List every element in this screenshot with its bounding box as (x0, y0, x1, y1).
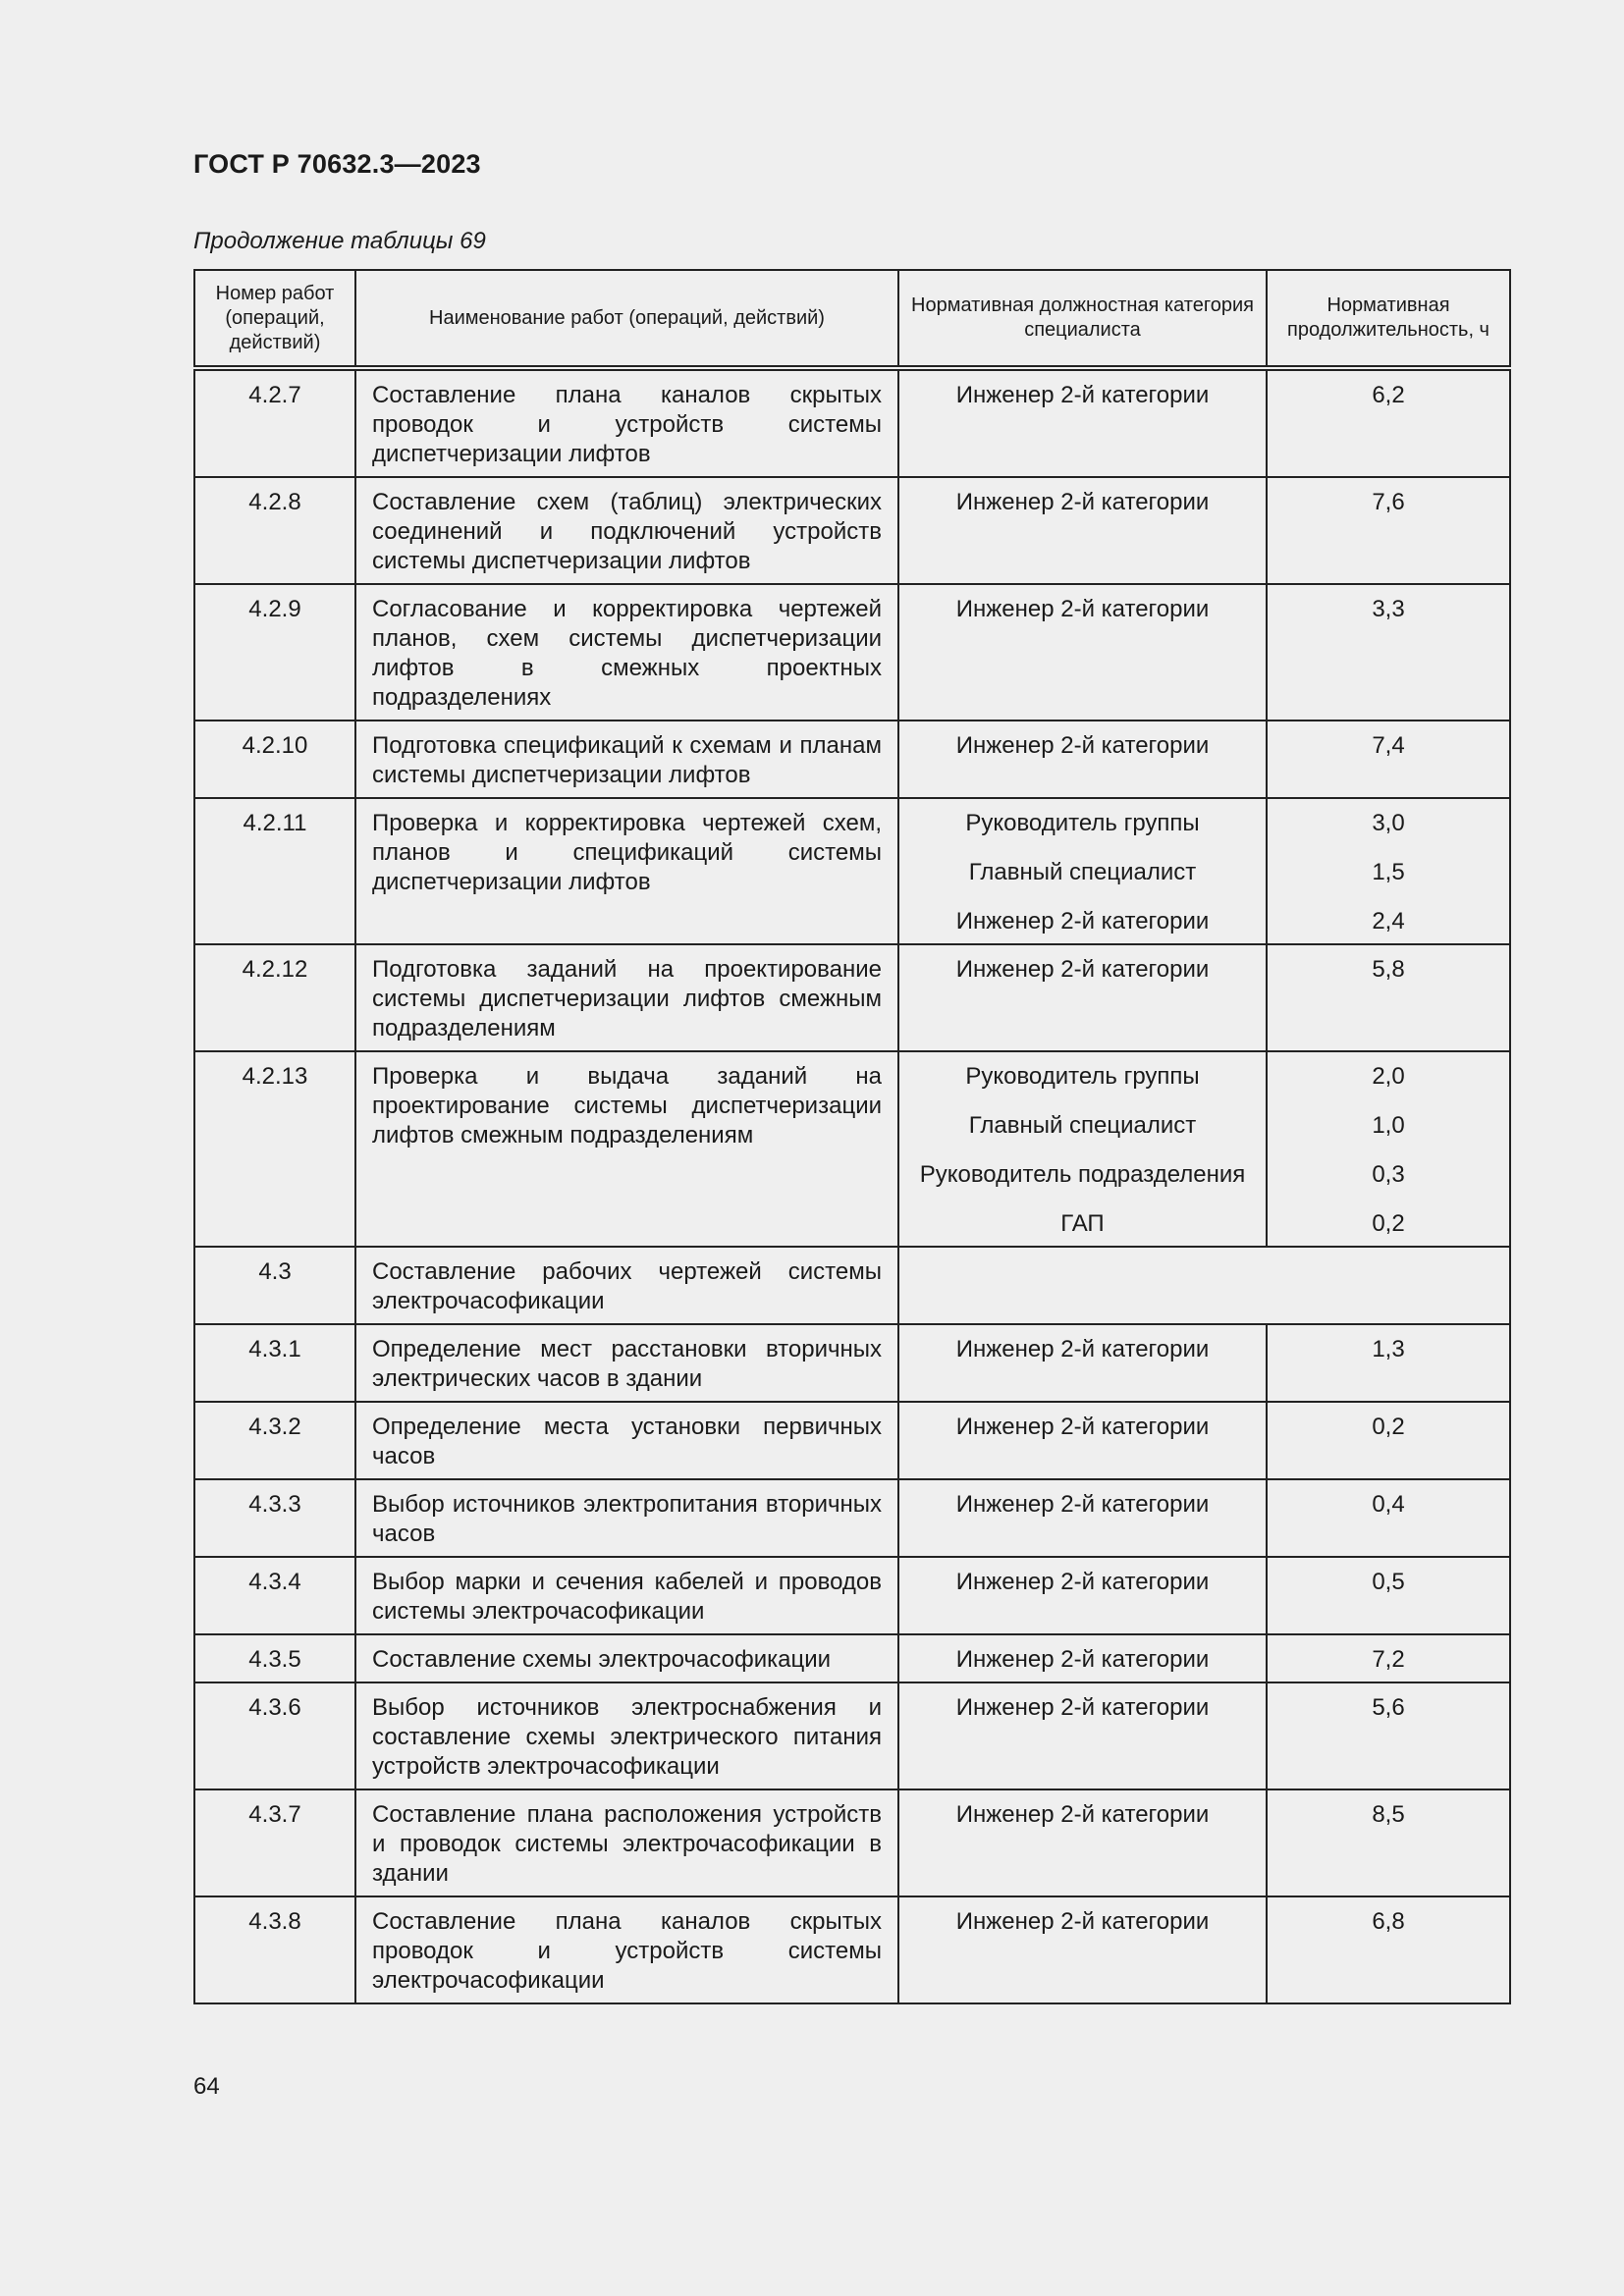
table-row (194, 477, 1510, 584)
table-row (194, 1682, 1510, 1789)
cell-category (898, 584, 1267, 721)
category-line: Инженер 2-й категории (955, 1694, 1210, 1721)
duration-line: 6,2 (1372, 382, 1405, 408)
cell-duration (1267, 1896, 1510, 2003)
duration-line: 8,5 (1372, 1801, 1405, 1828)
document-header: ГОСТ Р 70632.3—2023 (193, 149, 481, 179)
cell-work-name: Подготовка спецификаций к схемам и планам системы диспетчеризации лифтов (355, 721, 898, 798)
duration-line: 7,6 (1372, 489, 1405, 515)
duration-line: 5,6 (1372, 1694, 1405, 1721)
norms-table (193, 269, 1511, 2004)
table-row (194, 1324, 1510, 1402)
cell-number: 4.3.2 (194, 1402, 355, 1479)
duration-line: 1,0 (1372, 1112, 1405, 1139)
category-line: Инженер 2-й категории (955, 1491, 1210, 1518)
table-row (194, 368, 1510, 477)
category-line: Инженер 2-й категории (955, 382, 1210, 408)
cell-duration (1267, 584, 1510, 721)
cell-category (898, 1896, 1267, 2003)
column-header-number: Номер работ (операций, действий) (194, 270, 355, 368)
cell-category (898, 721, 1267, 798)
table-header-row (194, 270, 1510, 368)
cell-category (898, 798, 1267, 944)
category-line: Руководитель группы (965, 810, 1200, 836)
table-row (194, 798, 1510, 944)
category-line: ГАП (1060, 1210, 1105, 1237)
table-section-row (194, 1247, 1510, 1324)
cell-number: 4.2.9 (194, 584, 355, 721)
table-row (194, 1051, 1510, 1247)
duration-line: 0,3 (1372, 1161, 1405, 1188)
cell-category (898, 1789, 1267, 1896)
duration-line: 0,2 (1372, 1414, 1405, 1440)
cell-category (898, 1402, 1267, 1479)
table-row (194, 1402, 1510, 1479)
category-line: Инженер 2-й категории (955, 1646, 1210, 1673)
cell-work-name: Составление плана расположения устройств и проводок системы электрочасофикации в здании (355, 1789, 898, 1896)
cell-number: 4.3.3 (194, 1479, 355, 1557)
cell-work-name: Составление схем (таблиц) электрических соединений и подключений устройств системы диспетчеризации лифтов (355, 477, 898, 584)
category-line: Инженер 2-й категории (955, 489, 1210, 515)
cell-number: 4.3.8 (194, 1896, 355, 2003)
cell-number: 4.3.5 (194, 1634, 355, 1682)
cell-duration (1267, 1324, 1510, 1402)
cell-category (898, 1051, 1267, 1247)
duration-line: 1,5 (1372, 859, 1405, 885)
cell-work-name: Составление плана каналов скрытых проводок и устройств системы электрочасофикации (355, 1896, 898, 2003)
table-row (194, 1479, 1510, 1557)
page-number: 64 (193, 2073, 220, 2100)
category-line: Инженер 2-й категории (955, 732, 1210, 759)
cell-number: 4.3.4 (194, 1557, 355, 1634)
cell-work-name: Составление схемы электрочасофикации (355, 1634, 898, 1682)
cell-work-name: Определение мест расстановки вторичных электрических часов в здании (355, 1324, 898, 1402)
duration-line: 3,3 (1372, 596, 1405, 622)
cell-category (898, 944, 1267, 1051)
table-row (194, 584, 1510, 721)
cell-category (898, 1324, 1267, 1402)
duration-line: 0,4 (1372, 1491, 1405, 1518)
category-line: Инженер 2-й категории (955, 1569, 1210, 1595)
cell-duration (1267, 1557, 1510, 1634)
category-line: Инженер 2-й категории (955, 908, 1210, 934)
cell-duration (1267, 1634, 1510, 1682)
column-header-name: Наименование работ (операций, действий) (355, 270, 898, 368)
table-row (194, 1634, 1510, 1682)
cell-empty (898, 1247, 1510, 1324)
cell-work-name: Составление плана каналов скрытых проводок и устройств системы диспетчеризации лифтов (355, 368, 898, 477)
cell-number: 4.3 (194, 1247, 355, 1324)
category-line: Главный специалист (968, 1112, 1197, 1139)
duration-line: 6,8 (1372, 1908, 1405, 1935)
cell-category (898, 1557, 1267, 1634)
duration-line: 3,0 (1372, 810, 1405, 836)
column-header-category: Нормативная должностная категория специалиста (898, 270, 1267, 368)
cell-category (898, 477, 1267, 584)
cell-number: 4.2.13 (194, 1051, 355, 1247)
cell-work-name: Выбор марки и сечения кабелей и проводов системы электрочасофикации (355, 1557, 898, 1634)
cell-work-name: Определение места установки первичных часов (355, 1402, 898, 1479)
category-line: Инженер 2-й категории (955, 1908, 1210, 1935)
cell-duration (1267, 944, 1510, 1051)
category-line: Инженер 2-й категории (955, 1801, 1210, 1828)
table-row (194, 1789, 1510, 1896)
category-line: Инженер 2-й категории (955, 1336, 1210, 1362)
cell-work-name: Выбор источников электроснабжения и составление схемы электрического питания устройств электрочасофикации (355, 1682, 898, 1789)
table-row (194, 1896, 1510, 2003)
table-caption: Продолжение таблицы 69 (193, 228, 486, 254)
cell-work-name: Проверка и корректировка чертежей схем, планов и спецификаций системы диспетчеризации лифтов (355, 798, 898, 944)
table-row (194, 944, 1510, 1051)
cell-number: 4.2.10 (194, 721, 355, 798)
cell-category (898, 1634, 1267, 1682)
category-line: Руководитель группы (965, 1063, 1200, 1090)
duration-line: 5,8 (1372, 956, 1405, 983)
cell-work-name: Составление рабочих чертежей системы электрочасофикации (355, 1247, 898, 1324)
category-line: Инженер 2-й категории (955, 596, 1210, 622)
cell-number: 4.2.11 (194, 798, 355, 944)
category-line: Руководитель подразделения (919, 1161, 1246, 1188)
cell-duration (1267, 1682, 1510, 1789)
cell-number: 4.2.8 (194, 477, 355, 584)
cell-duration (1267, 477, 1510, 584)
cell-category (898, 1682, 1267, 1789)
cell-work-name: Согласование и корректировка чертежей планов, схем системы диспетчеризации лифтов в смежных проектных подразделениях (355, 584, 898, 721)
cell-duration (1267, 1051, 1510, 1247)
cell-duration (1267, 721, 1510, 798)
cell-category (898, 368, 1267, 477)
duration-line: 1,3 (1372, 1336, 1405, 1362)
cell-duration (1267, 1479, 1510, 1557)
cell-number: 4.2.12 (194, 944, 355, 1051)
cell-duration (1267, 1789, 1510, 1896)
duration-line: 7,2 (1372, 1646, 1405, 1673)
cell-work-name: Подготовка заданий на проектирование системы диспетчеризации лифтов смежным подразделениям (355, 944, 898, 1051)
cell-work-name: Проверка и выдача заданий на проектирование системы диспетчеризации лифтов смежным подразделениям (355, 1051, 898, 1247)
table-row (194, 1557, 1510, 1634)
cell-work-name: Выбор источников электропитания вторичных часов (355, 1479, 898, 1557)
category-line: Инженер 2-й категории (955, 956, 1210, 983)
cell-duration (1267, 368, 1510, 477)
category-line: Инженер 2-й категории (955, 1414, 1210, 1440)
cell-number: 4.2.7 (194, 368, 355, 477)
cell-number: 4.3.6 (194, 1682, 355, 1789)
duration-line: 0,5 (1372, 1569, 1405, 1595)
category-line: Главный специалист (968, 859, 1197, 885)
duration-line: 2,0 (1372, 1063, 1405, 1090)
cell-category (898, 1479, 1267, 1557)
table-row (194, 721, 1510, 798)
cell-duration (1267, 798, 1510, 944)
cell-number: 4.3.7 (194, 1789, 355, 1896)
cell-number: 4.3.1 (194, 1324, 355, 1402)
duration-line: 7,4 (1372, 732, 1405, 759)
column-header-duration: Нормативная продолжительность, ч (1267, 270, 1510, 368)
cell-duration (1267, 1402, 1510, 1479)
duration-line: 2,4 (1372, 908, 1405, 934)
duration-line: 0,2 (1372, 1210, 1405, 1237)
